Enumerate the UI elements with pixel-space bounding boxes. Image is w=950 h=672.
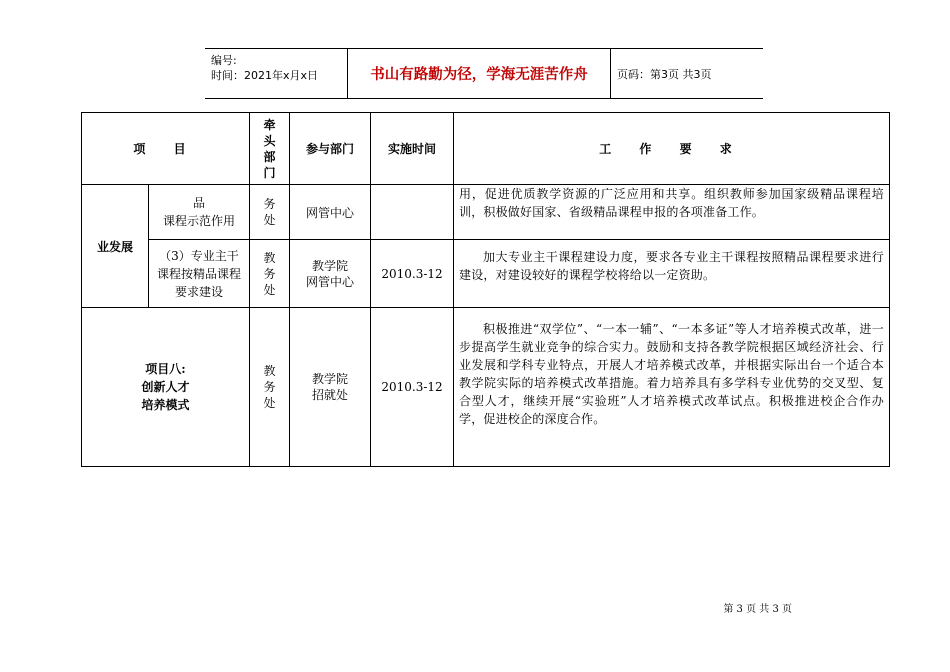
header-participants: 参与部门 (290, 113, 371, 185)
lead-dept-cell: 教 务 处 (250, 240, 290, 308)
subitem-cell: （3）专业主干课程按精品课程要求建设 (149, 240, 250, 308)
table-row (82, 185, 890, 240)
time-cell: 2010.3-12 (371, 240, 454, 308)
page-footer: 第 3 页 共 3 页 (723, 604, 792, 615)
header-page-label: 页码：第3页 共3页 (617, 67, 712, 81)
participants-cell: 教学院 招就处 (290, 308, 371, 467)
header-divider (610, 49, 611, 98)
document-number-label: 编号: (211, 54, 237, 67)
participants-cell: 教学院 网管中心 (290, 240, 371, 308)
header-requirements: 工 作 要 求 (454, 113, 890, 185)
header-lead-dept: 牵 头 部 门 (250, 113, 290, 185)
requirements-cell: 积极推进“双学位”、“一本一辅”、“一本多证”等人才培养模式改革，进一步提高学生就业竞争的综合实力。鼓励和支持各教学院根据区域经济社会、行业发展和学科专业特点，开展人才培养模式改革，并根据实际出台一个适合本教学院实际的培养模式改革措施。着力培养具有多学科专业优势的交叉型、复合型人才，继续开展“实验班”人才培养模式改革试点。积极推进校企合作办学，促进校企的深度合作。 (454, 308, 890, 467)
time-cell (371, 185, 454, 240)
work-plan-table (81, 112, 890, 467)
table-header-row (82, 113, 890, 185)
lead-dept-cell: 务 处 (250, 185, 290, 240)
header-item: 项 目 (82, 113, 250, 185)
table-row (82, 240, 890, 308)
category-cell: 项目八: 创新人才 培养模式 (82, 308, 250, 467)
header-meta (211, 53, 318, 83)
document-time-label: 时间：2021年x月x日 (211, 69, 319, 82)
time-cell: 2010.3-12 (371, 308, 454, 467)
participants-cell: 网管中心 (290, 185, 371, 240)
requirements-cell: 加大专业主干课程建设力度，要求各专业主干课程按照精品课程要求进行建设，对建设较好的课程学校将给以一定资助。 (454, 240, 890, 308)
page-header (205, 48, 763, 99)
header-time: 实施时间 (371, 113, 454, 185)
subitem-cell: 品 课程示范作用 (149, 185, 250, 240)
table-row (82, 308, 890, 467)
header-motto: 书山有路勤为径，学海无涯苦作舟 (370, 67, 588, 83)
requirements-cell: 用，促进优质教学资源的广泛应用和共享。组织教师参加国家级精品课程培训，积极做好国家、省级精品课程申报的各项准备工作。 (454, 185, 890, 240)
category-cell: 业发展 (82, 185, 149, 308)
lead-dept-cell: 教 务 处 (250, 308, 290, 467)
